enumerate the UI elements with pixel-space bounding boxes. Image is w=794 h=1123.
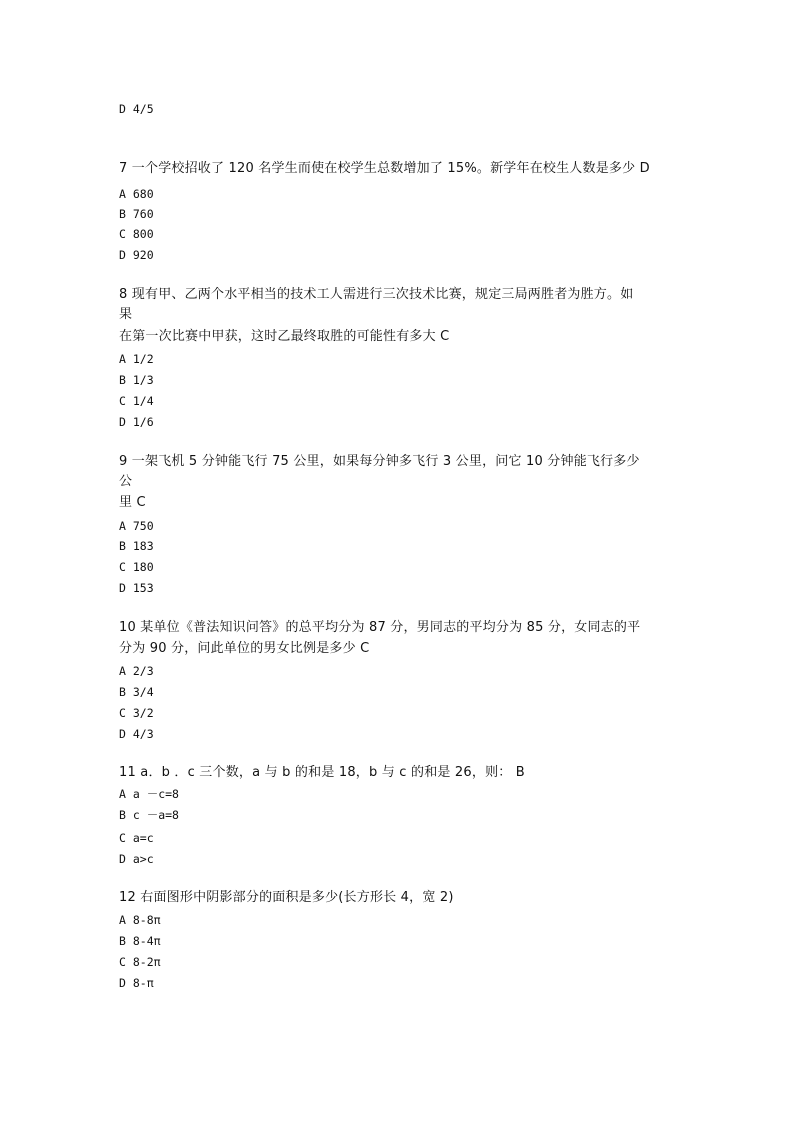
question-7-option-c: C 800	[119, 227, 154, 241]
question-10-option-a: A 2/3	[119, 664, 154, 678]
question-11-option-c: C a=c	[119, 831, 154, 845]
question-7-option-d: D 920	[119, 248, 154, 262]
question-9-text-line3: 里 C	[119, 495, 146, 510]
question-10-option-c: C 3/2	[119, 706, 154, 720]
question-10-text-line1: 10 某单位《普法知识问答》的总平均分为 87 分，男同志的平均分为 85 分，女同志的平	[119, 620, 641, 635]
question-12-text: 12 右面图形中阴影部分的面积是多少(长方形长 4，宽 2)	[119, 890, 454, 905]
question-12-option-c: C 8-2π	[119, 955, 161, 969]
question-9-option-b: B 183	[119, 539, 154, 553]
prev-option-d: D 4/5	[119, 102, 154, 116]
question-9-option-c: C 180	[119, 560, 154, 574]
question-12-option-a: A 8-8π	[119, 913, 161, 927]
question-10-text-line2: 分为 90 分，问此单位的男女比例是多少 C	[119, 641, 370, 656]
question-9-option-a: A 750	[119, 519, 154, 533]
question-11-option-a: A a －c=8	[119, 787, 179, 801]
question-10-option-b: B 3/4	[119, 685, 154, 699]
question-11-option-b: B c －a=8	[119, 808, 179, 822]
question-7-option-a: A 680	[119, 187, 154, 201]
question-8-option-a: A 1/2	[119, 352, 154, 366]
question-7-text: 7 一个学校招收了 120 名学生而使在校学生总数增加了 15%。新学年在校生人数是多少 D	[119, 161, 650, 176]
question-8-option-c: C 1/4	[119, 394, 154, 408]
question-8-text-line2: 果	[119, 307, 133, 322]
question-9-option-d: D 153	[119, 581, 154, 595]
question-11-option-d: D a>c	[119, 852, 154, 866]
question-8-text-line1: 8 现有甲、乙两个水平相当的技术工人需进行三次技术比赛，规定三局两胜者为胜方。如	[119, 287, 634, 302]
question-9-text-line1: 9 一架飞机 5 分钟能飞行 75 公里，如果每分钟多飞行 3 公里，问它 10 分钟能飞行多少	[119, 454, 640, 469]
question-8-text-line3: 在第一次比赛中甲获，这时乙最终取胜的可能性有多大 C	[119, 329, 450, 344]
question-9-text-line2: 公	[119, 474, 133, 489]
question-11-text: 11 a．b ．c 三个数，a 与 b 的和是 18，b 与 c 的和是 26，则： B	[119, 765, 525, 780]
question-8-option-d: D 1/6	[119, 415, 154, 429]
question-7-option-b: B 760	[119, 207, 154, 221]
question-12-option-b: B 8-4π	[119, 934, 161, 948]
question-10-option-d: D 4/3	[119, 727, 154, 741]
question-12-option-d: D 8-π	[119, 976, 154, 990]
question-8-option-b: B 1/3	[119, 373, 154, 387]
